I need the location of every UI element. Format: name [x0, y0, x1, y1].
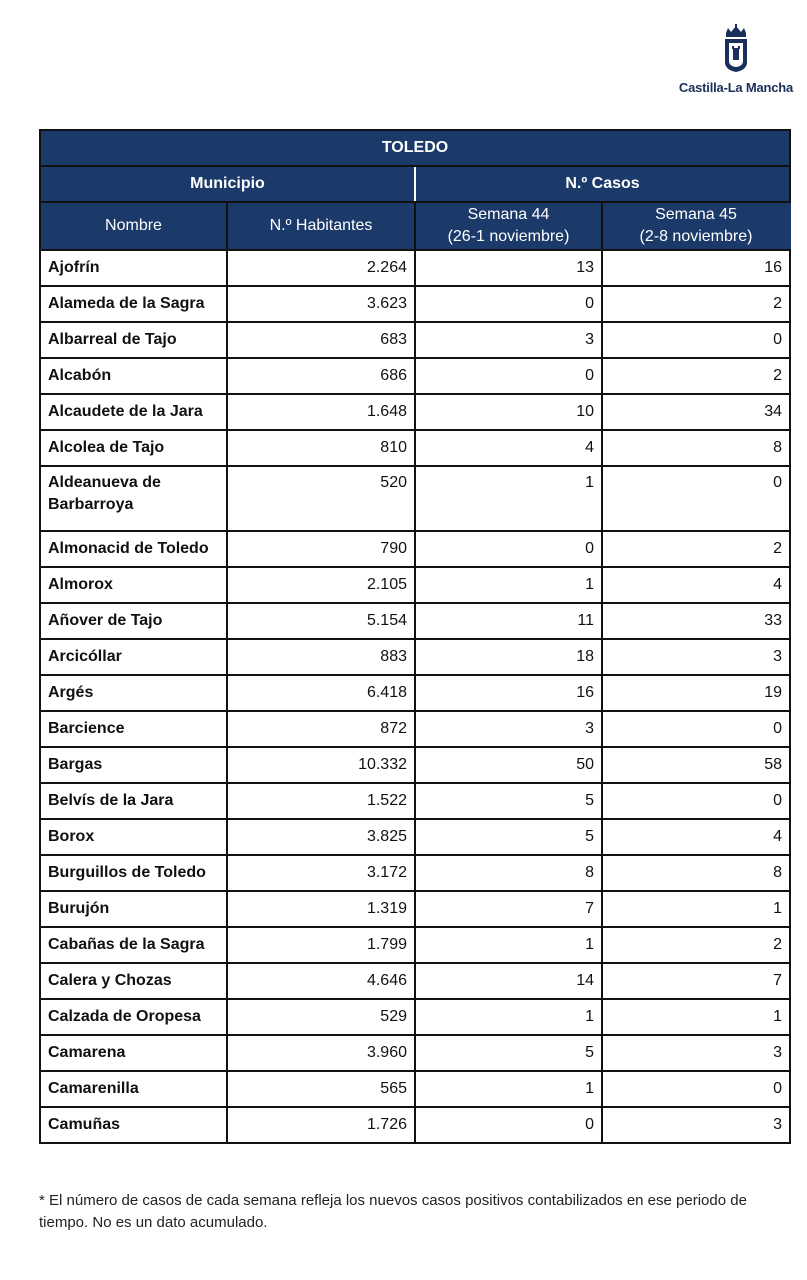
- table-row: [40, 999, 790, 1035]
- semana44-range: (26-1 noviembre): [447, 228, 570, 245]
- cell-semana44: 3: [415, 322, 602, 358]
- cell-nombre: Calzada de Oropesa: [40, 999, 227, 1035]
- cell-habitantes: 1.648: [227, 394, 415, 430]
- cell-semana45: 3: [602, 1107, 790, 1143]
- semana45-label: Semana 45: [655, 206, 737, 223]
- castilla-la-mancha-crest-icon: [719, 24, 753, 74]
- cell-habitantes: 3.172: [227, 855, 415, 891]
- table-row: [40, 466, 790, 531]
- cell-semana45: 2: [602, 531, 790, 567]
- cell-semana44: 13: [415, 250, 602, 286]
- cell-nombre: Burguillos de Toledo: [40, 855, 227, 891]
- column-header-semana45: [602, 202, 790, 250]
- cell-semana44: 1: [415, 567, 602, 603]
- cell-semana44: 0: [415, 286, 602, 322]
- cell-nombre: Camarenilla: [40, 1071, 227, 1107]
- footnote: * El número de casos de cada semana refleja los nuevos casos positivos contabilizados en ese periodo de tiempo. No es un dato acumulado.: [39, 1192, 747, 1231]
- cell-semana44: 18: [415, 639, 602, 675]
- table-row: [40, 1107, 790, 1143]
- cell-semana45: 3: [602, 1035, 790, 1071]
- cell-nombre: Arcicóllar: [40, 639, 227, 675]
- cell-habitantes: 1.799: [227, 927, 415, 963]
- column-header-habitantes: N.º Habitantes: [227, 202, 415, 250]
- cell-semana44: 0: [415, 358, 602, 394]
- cell-semana44: 14: [415, 963, 602, 999]
- cell-habitantes: 810: [227, 430, 415, 466]
- cell-habitantes: 1.522: [227, 783, 415, 819]
- cell-habitantes: 1.319: [227, 891, 415, 927]
- cell-nombre: Cabañas de la Sagra: [40, 927, 227, 963]
- cell-semana44: 4: [415, 430, 602, 466]
- table-row: [40, 603, 790, 639]
- cell-semana44: 10: [415, 394, 602, 430]
- table-row: [40, 430, 790, 466]
- cell-semana44: 16: [415, 675, 602, 711]
- table-row: [40, 783, 790, 819]
- cell-nombre: Aldeanueva de Barbarroya: [40, 466, 227, 531]
- table-row: [40, 891, 790, 927]
- cell-nombre: Alcaudete de la Jara: [40, 394, 227, 430]
- table-row: [40, 747, 790, 783]
- cell-semana44: 11: [415, 603, 602, 639]
- table-row: [40, 1071, 790, 1107]
- cell-habitantes: 529: [227, 999, 415, 1035]
- cell-semana45: 4: [602, 819, 790, 855]
- table-row: [40, 711, 790, 747]
- cell-habitantes: 872: [227, 711, 415, 747]
- table-row: [40, 819, 790, 855]
- cell-semana44: 1: [415, 466, 602, 531]
- cell-semana44: 1: [415, 1071, 602, 1107]
- semana44-label: Semana 44: [467, 206, 550, 223]
- cell-nombre: Almorox: [40, 567, 227, 603]
- table-row: [40, 286, 790, 322]
- table-row: [40, 1035, 790, 1071]
- cell-nombre: Ajofrín: [40, 250, 227, 286]
- cell-semana45: 58: [602, 747, 790, 783]
- cell-nombre: Albarreal de Tajo: [40, 322, 227, 358]
- cell-nombre: Añover de Tajo: [40, 603, 227, 639]
- semana45-range: (2-8 noviembre): [639, 228, 753, 245]
- cell-semana44: 0: [415, 531, 602, 567]
- cell-habitantes: 883: [227, 639, 415, 675]
- cell-semana44: 1: [415, 999, 602, 1035]
- cell-semana45: 2: [602, 927, 790, 963]
- cell-nombre: Barcience: [40, 711, 227, 747]
- logo: [676, 24, 796, 95]
- cell-semana44: 0: [415, 1107, 602, 1143]
- cell-semana45: 4: [602, 567, 790, 603]
- table-row: [40, 531, 790, 567]
- cell-semana45: 2: [602, 286, 790, 322]
- cell-semana45: 0: [602, 783, 790, 819]
- cell-habitantes: 520: [227, 466, 415, 531]
- cell-habitantes: 3.960: [227, 1035, 415, 1071]
- cell-semana45: 7: [602, 963, 790, 999]
- cell-nombre: Argés: [40, 675, 227, 711]
- cell-semana44: 50: [415, 747, 602, 783]
- cell-semana45: 1: [602, 891, 790, 927]
- cases-table: [39, 129, 791, 1144]
- table-row: [40, 963, 790, 999]
- cell-semana44: 3: [415, 711, 602, 747]
- cell-habitantes: 4.646: [227, 963, 415, 999]
- cell-semana44: 7: [415, 891, 602, 927]
- cell-habitantes: 2.105: [227, 567, 415, 603]
- cell-nombre: Alcolea de Tajo: [40, 430, 227, 466]
- cell-nombre: Calera y Chozas: [40, 963, 227, 999]
- cell-semana45: 0: [602, 711, 790, 747]
- cell-habitantes: 3.825: [227, 819, 415, 855]
- table-row: [40, 927, 790, 963]
- cell-semana45: 0: [602, 466, 790, 531]
- table-body: [40, 250, 790, 1143]
- cell-semana45: 0: [602, 322, 790, 358]
- cell-semana45: 19: [602, 675, 790, 711]
- cell-habitantes: 790: [227, 531, 415, 567]
- group-header-municipio: Municipio: [40, 166, 415, 202]
- cell-habitantes: 565: [227, 1071, 415, 1107]
- cell-semana44: 5: [415, 783, 602, 819]
- cell-semana44: 5: [415, 1035, 602, 1071]
- logo-text: Castilla-La Mancha: [678, 80, 794, 95]
- cell-semana45: 2: [602, 358, 790, 394]
- table-row: [40, 567, 790, 603]
- cell-habitantes: 6.418: [227, 675, 415, 711]
- cell-semana45: 33: [602, 603, 790, 639]
- cell-habitantes: 686: [227, 358, 415, 394]
- cell-semana44: 8: [415, 855, 602, 891]
- cell-nombre: Camuñas: [40, 1107, 227, 1143]
- cell-nombre: Alcabón: [40, 358, 227, 394]
- cell-semana45: 34: [602, 394, 790, 430]
- cell-habitantes: 1.726: [227, 1107, 415, 1143]
- cell-nombre: Burujón: [40, 891, 227, 927]
- group-header-casos: N.º Casos: [415, 166, 790, 202]
- cell-semana44: 1: [415, 927, 602, 963]
- table-row: [40, 358, 790, 394]
- cell-habitantes: 5.154: [227, 603, 415, 639]
- cell-nombre: Borox: [40, 819, 227, 855]
- cell-semana45: 3: [602, 639, 790, 675]
- table-row: [40, 322, 790, 358]
- cell-semana45: 8: [602, 430, 790, 466]
- table-row: [40, 855, 790, 891]
- cell-nombre: Alameda de la Sagra: [40, 286, 227, 322]
- table-row: [40, 394, 790, 430]
- cell-habitantes: 683: [227, 322, 415, 358]
- table-row: [40, 675, 790, 711]
- cell-semana45: 1: [602, 999, 790, 1035]
- table-row: [40, 639, 790, 675]
- cell-nombre: Almonacid de Toledo: [40, 531, 227, 567]
- column-header-nombre: Nombre: [40, 202, 227, 250]
- table-row: [40, 250, 790, 286]
- cell-habitantes: 10.332: [227, 747, 415, 783]
- cell-nombre: Belvís de la Jara: [40, 783, 227, 819]
- column-header-semana44: [415, 202, 602, 250]
- cell-semana44: 5: [415, 819, 602, 855]
- cell-habitantes: 3.623: [227, 286, 415, 322]
- cell-nombre: Camarena: [40, 1035, 227, 1071]
- cell-nombre: Bargas: [40, 747, 227, 783]
- table-title: TOLEDO: [40, 130, 790, 166]
- cell-semana45: 16: [602, 250, 790, 286]
- cell-semana45: 8: [602, 855, 790, 891]
- cell-habitantes: 2.264: [227, 250, 415, 286]
- cell-semana45: 0: [602, 1071, 790, 1107]
